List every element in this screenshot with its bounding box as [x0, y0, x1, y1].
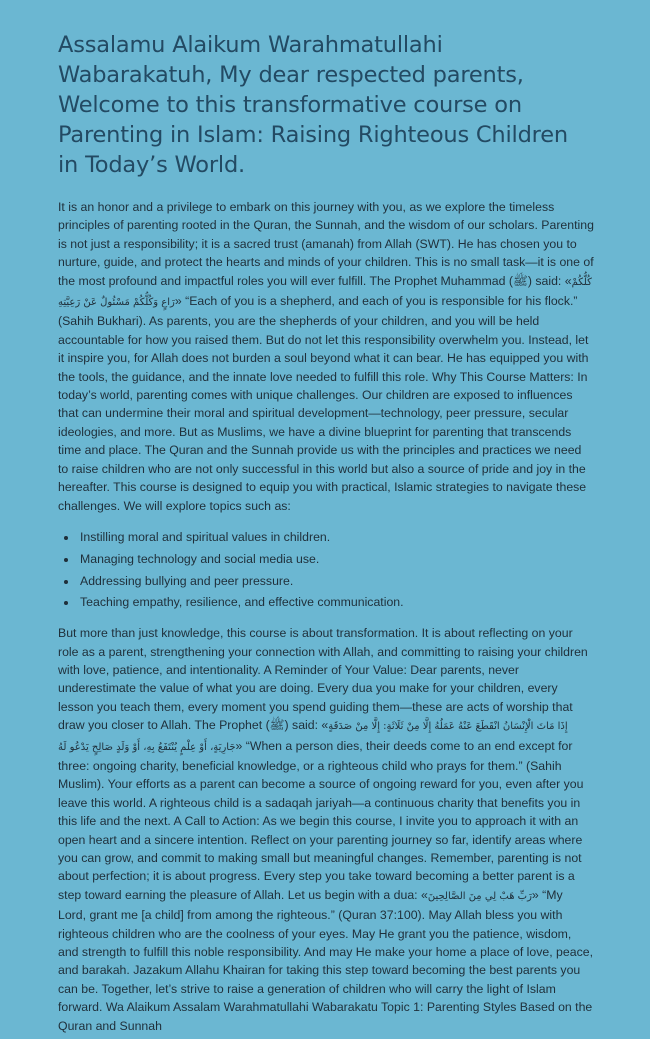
- intro-text: It is an honor and a privilege to embark on this journey with you, as we explore the timeless principles of parenting rooted in the Quran, the Sunnah, and the wisdom of our scholars. Parenting is not just a responsibility; it is a sacred trust (amanah) from Allah (SWT). He has chosen you to nurture, guide, and protect the hearts and minds of your children. This is no small task—it is one of the most profound and impactful roles you will ever fulfill. The Prophet Muhammad (ﷺ) said: «: [58, 200, 594, 288]
- intro-text-continued: » “Each of you is a shepherd, and each of you is responsible for his flock.” (Sahih Bukhari). As parents, you are the shepherds of your children, and you will be held accountable for how you raised them. But do not let this responsibility overwhelm you. Instead, let it inspire you, for Allah does not burden a soul beyond what it can bear. He has equipped you with the tools, the guidance, and the innate love needed to fulfill this role. Why This Course Matters: In today’s world, parenting comes with unique challenges. Our children are exposed to influences that can undermine their moral and spiritual development—technology, peer pressure, secular ideologies, and more. But as Muslims, we have a divine blueprint for parenting that transcends time and place. The Quran and the Sunnah provide us with the principles and practices we need to raise children who are not only successful in this world but also a source of pride and joy in the hereafter. This course is designed to equip you with practical, Islamic strategies to navigate these challenges. We will explore topics such as:: [58, 294, 589, 513]
- page-title: Assalamu Alaikum Warahmatullahi Wabarakatuh, My dear respected parents, Welcome to this transformative course on Parenting in Islam: Raising Righteous Children in Today’s World.: [58, 32, 568, 178]
- list-item: • Managing technology and social media use.: [78, 549, 594, 571]
- list-item: • Teaching empathy, resilience, and effective communication.: [78, 592, 594, 614]
- closing-paragraph: [58, 624, 594, 1035]
- hadith-arabic-deeds: إِذَا مَاتَ الْإِنْسَانُ انْقَطَعَ عَنْهُ عَمَلُهُ إِلَّا مِنْ ثَلَاثَةٍ: إِلَّا مِنْ صَدَقَةٍ جَارِيَةٍ، أَوْ عِلْمٍ يُنْتَفَعُ بِهِ، أَوْ وَلَدٍ صَالِحٍ يَدْعُو لَهُ: [58, 721, 568, 753]
- list-item: • Addressing bullying and peer pressure.: [78, 571, 594, 593]
- hadith-arabic-shepherd: كُلُّكُمْ رَاعٍ وَكُلُّكُمْ مَسْئُولٌ عَنْ رَعِيَّتِهِ: [58, 276, 592, 309]
- intro-paragraph: [58, 198, 594, 515]
- closing-text-continued: » “When a person dies, their deeds come to an end except for three: ongoing charity, beneficial knowledge, or a righteous child who prays for them.” (Sahih Muslim). Your efforts as a parent can become a source of ongoing reward for you, even after you leave this world. A righteous child is a sadaqah jariyah—a continuous charity that benefits you in this life and the next. A Call to Action: As we begin this course, I invite you to approach it with an open heart and a sincere intention. Reflect on your parenting journey so far, identify areas where you can grow, and commit to making small but meaningful changes. Remember, parenting is not about perfection; it is about progress. Every step you take toward becoming a better parent is a step toward earning the pleasure of Allah. Let us begin with a dua: «: [58, 738, 584, 902]
- closing-text: But more than just knowledge, this course is about transformation. It is about reflecting on your role as a parent, strengthening your connection with Allah, and committing to raising your children with love, patience, and intentionality. A Reminder of Your Value: Dear parents, never underestimate the value of what you are doing. Every dua you make for your children, every lesson you teach them, every moment you spend guiding them—these are acts of worship that draw you closer to Allah. The Prophet (ﷺ) said: «: [58, 626, 588, 733]
- list-item: • Instilling moral and spiritual values in children.: [78, 527, 594, 549]
- closing-text-end: » “My Lord, grant me [a child] from among the righteous.” (Quran 37:100). May Allah bless you with righteous children who are the coolness of your eyes. May He grant you the patience, wisdom, and strength to fulfill this noble responsibility. And may He make your home a place of love, peace, and barakah. Jazakum Allahu Khairan for taking this step toward becoming the best parents you can be. Together, let’s strive to raise a generation of children who will carry the light of Islam forward. Wa Alaikum Assalam Warahmatullahi Wabarakatu Topic 1: Parenting Styles Based on the Quran and Sunnah: [58, 887, 593, 1033]
- topics-list: [58, 527, 594, 614]
- dua-arabic: رَبِّ هَبْ لِي مِنَ الصَّالِحِينَ: [427, 890, 532, 902]
